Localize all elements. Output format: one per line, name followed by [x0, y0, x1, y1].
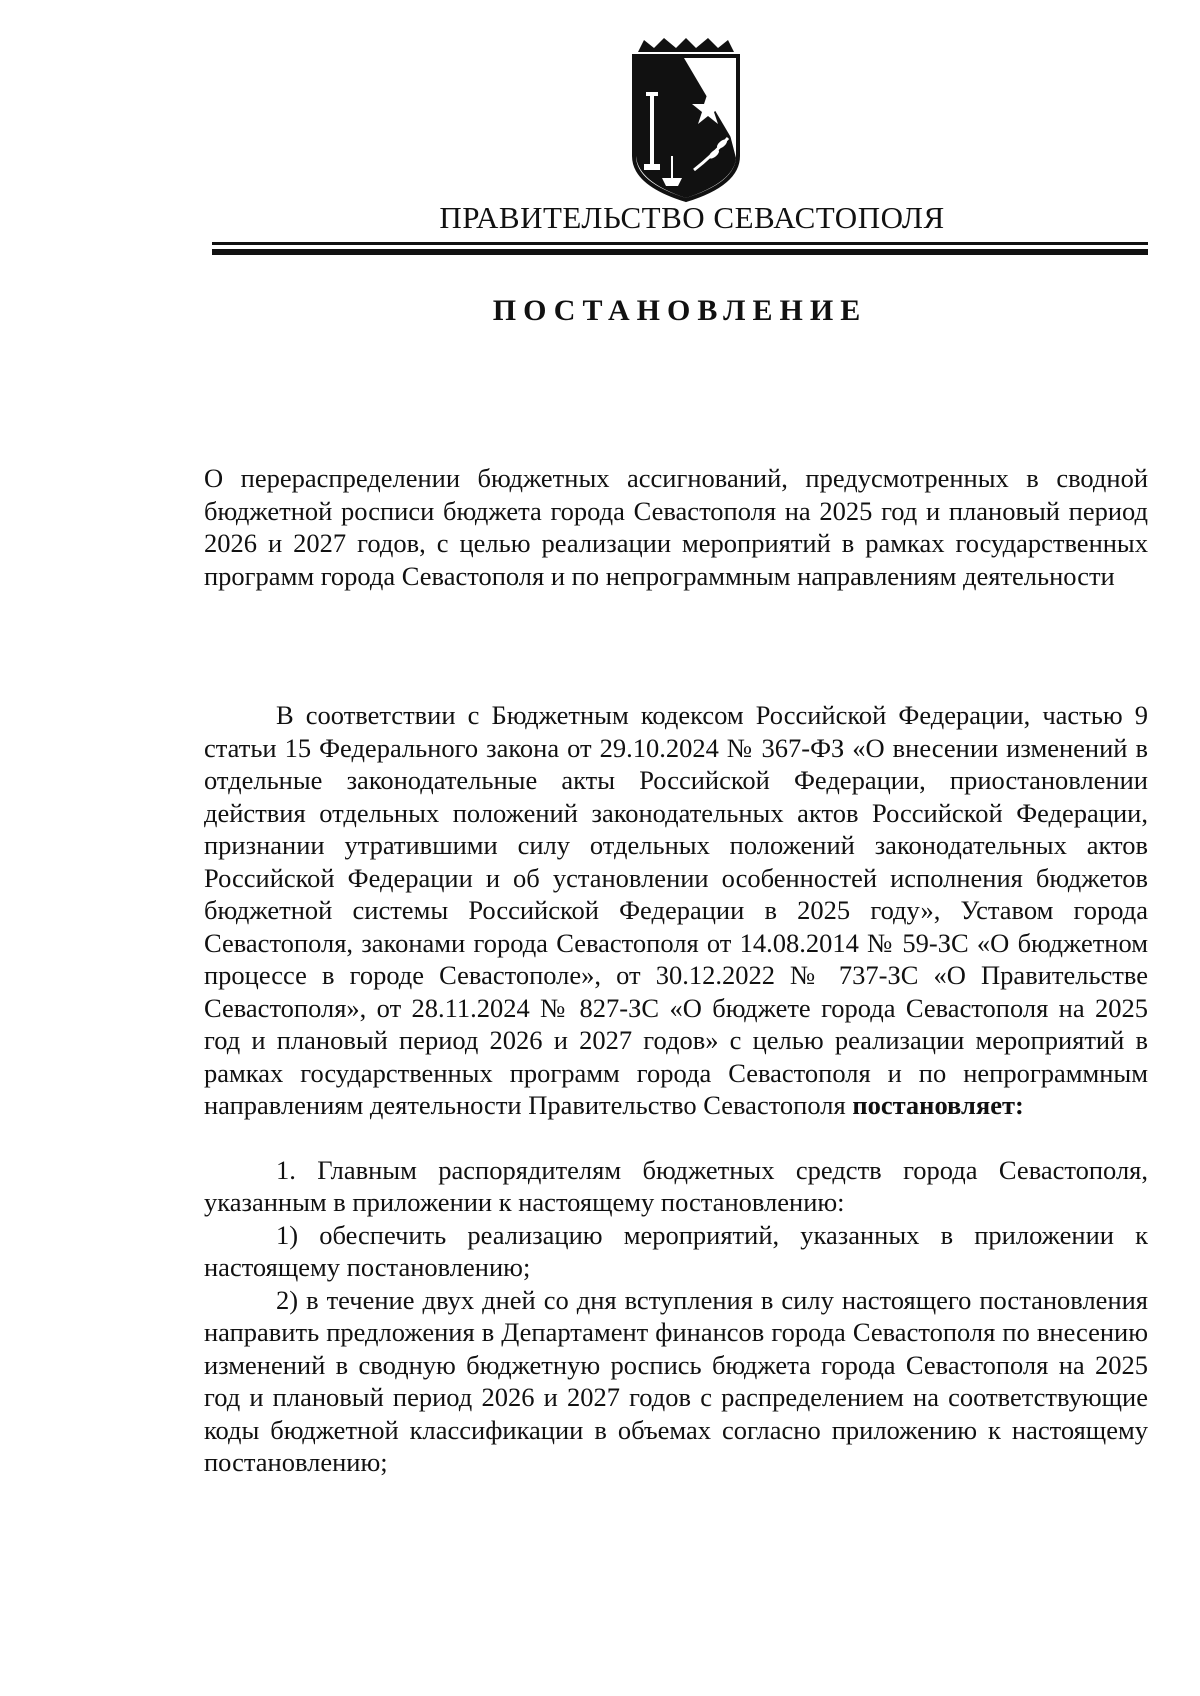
- document-type: ПОСТАНОВЛЕНИЕ: [492, 294, 868, 327]
- organization-name: ПРАВИТЕЛЬСТВО СЕВАСТОПОЛЯ: [439, 200, 945, 235]
- header-rule-thick: [212, 249, 1148, 255]
- preamble-paragraph: [204, 699, 1148, 1122]
- document-body: [204, 699, 1148, 1479]
- decree-word: постановляет:: [852, 1090, 1024, 1120]
- coat-of-arms-icon: [624, 38, 748, 204]
- item-1-2: 2) в течение двух дней со дня вступления в силу настоящего постановления направить предложения в Департамент финансов города Севастополя по внесению изменений в сводную бюджетную роспись бюджета города Севастополя на 2025 год и плановый период 2026 и 2027 годов с распределением на соответствующие коды бюджетной классификации в объемах согласно приложению к настоящему постановлению;: [204, 1284, 1148, 1477]
- document-title: О перераспределении бюджетных ассигнований, предусмотренных в сводной бюджетной росписи бюджета города Севастополя на 2025 год и плановый период 2026 и 2027 годов, с целью реализации мероприятий в рамках государственных программ города Севастополя и по непрограммным направлениям деятельности: [204, 463, 1148, 591]
- preamble-text: В соответствии с Бюджетным кодексом Российской Федерации, частью 9 статьи 15 Федерального закона от 29.10.2024 № 367-ФЗ «О внесении изменений в отдельные законодательные акты Российской Федерации, приостановлении действия отдельных положений законодательных актов Российской Федерации, признании утратившими силу отдельных положений законодательных актов Российской Федерации и об установлении особенностей исполнения бюджетов бюджетной системы Российской Федерации в 2025 году», Уставом города Севастополя, законами города Севастополя от 14.08.2014 № 59-ЗС «О бюджетном процессе в городе Севастополе», от 30.12.2022 № 737-ЗС «О Правительстве Севастополя», от 28.11.2024 № 827-ЗС «О бюджете города Севастополя на 2025 год и плановый период 2026 и 2027 годов» с целью реализации мероприятий в рамках государственных программ города Севастополя и по непрограммным направлениям деятельности Правительство Севастополя: [204, 700, 1148, 1120]
- item-1: 1. Главным распорядителям бюджетных средств города Севастополя, указанным в приложении к настоящему постановлению:: [204, 1154, 1148, 1217]
- header-rule-thin: [212, 242, 1148, 245]
- item-1-1: 1) обеспечить реализацию мероприятий, указанных в приложении к настоящему постановлению;: [204, 1219, 1148, 1282]
